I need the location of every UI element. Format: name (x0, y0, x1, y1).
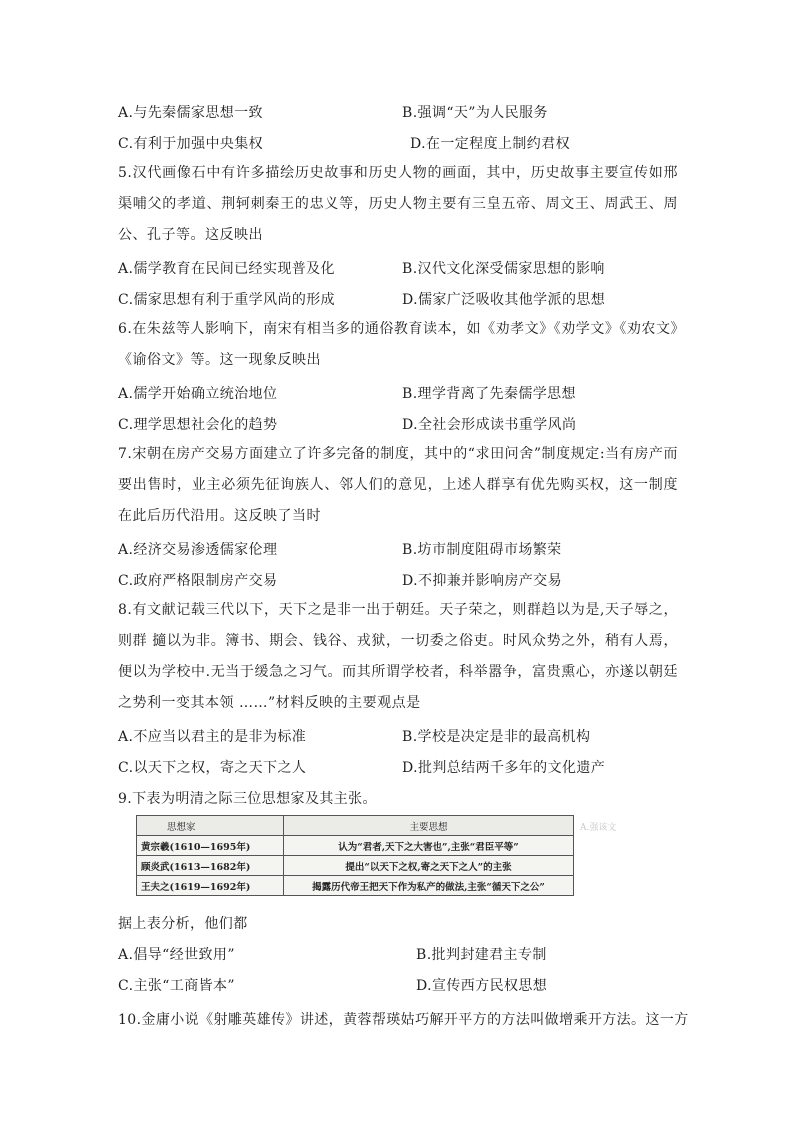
thinkers-table (136, 815, 574, 896)
table-row (137, 876, 574, 896)
q5-option-b[interactable]: B.汉代文化深受儒家思想的影响 (402, 261, 605, 277)
q8-option-a[interactable]: A.不应当以君主的是非为标准 (118, 729, 307, 745)
q4-option-d[interactable]: D.在一定程度上制约君权 (410, 136, 570, 152)
q8-option-d[interactable]: D.批判总结两千多年的文化遗产 (402, 760, 606, 776)
table-row (137, 836, 574, 856)
q7-option-d[interactable]: D.不抑兼并影响房产交易 (402, 573, 562, 589)
q6-option-a[interactable]: A.儒学开始确立统治地位 (118, 386, 278, 402)
q7-option-c[interactable]: C.政府严格限制房产交易 (118, 573, 278, 589)
q4-option-c[interactable]: C.有利于加强中央集权 (118, 136, 264, 152)
q5-stem: 5.汉代画像石中有许多描绘历史故事和历史人物的画面，其中，历史故事主要宣传如邢渠哺父的孝道、荆轲刺秦王的忠义等，历史人物主要有三皇五帝、周文王、周武王、周公、孔子等。这反映出 (118, 165, 678, 243)
q4-option-b[interactable]: B.强调“天”为人民服务 (402, 105, 548, 121)
thinker-idea: 认为“君者,天下之大害也”,主张“君臣平等” (284, 836, 574, 856)
q7-stem: 7.宋朝在房产交易方面建立了许多完备的制度，其中的“求田问舍”制度规定:当有房产而要出售时，业主必须先征询族人、邻人们的意见，上述人群享有优先购买权，这一制度在此后历代沿用。这反映了当时 (118, 446, 678, 524)
q6-option-d[interactable]: D.全社会形成读书重学风尚 (402, 417, 577, 433)
q8-option-b[interactable]: B.学校是决定是非的最高机构 (402, 729, 591, 745)
q5-option-a[interactable]: A.儒学教育在民间已经实现普及化 (118, 261, 335, 277)
q6-stem: 6.在朱兹等人影响下，南宋有相当多的通俗教育读本，如《劝孝文》《劝学文》《劝农文》《谕俗文》等。这一现象反映出 (118, 321, 678, 368)
thinker-name: 黄宗羲(1610—1695年) (137, 836, 284, 856)
thinker-name: 王夫之(1619—1692年) (137, 876, 284, 896)
q8-stem: 8.有文献记载三代以下，天下之是非一出于朝廷。天子荣之，则群趋以为是,天子辱之，则群 擿以为非。簿书、期会、钱谷、戎狱，一切委之俗吏。时风众势之外，稍有人焉，便以为学校中.无当于缓急之习气。而其所谓学校者，科举嚣争，富贵熏心，亦遂以朝廷之势利一变其本领 ……”材料反映的主要观点是 (118, 602, 678, 711)
thinker-idea: 揭露历代帝王把天下作为私产的做法,主张“循天下之公” (284, 876, 574, 896)
q9-stem: 9.下表为明清之际三位思想家及其主张。 (118, 791, 377, 807)
table-header-row (137, 816, 574, 836)
q5-option-c[interactable]: C.儒家思想有利于重学风尚的形成 (118, 292, 336, 308)
q6-option-c[interactable]: C.理学思想社会化的趋势 (118, 417, 278, 433)
table-header-cell: 思想家 (137, 816, 284, 836)
q7-option-a[interactable]: A.经济交易渗透儒家伦理 (118, 542, 278, 558)
q9-follow-text: 据上表分析，他们都 (118, 916, 248, 932)
q10-stem: 10.金庸小说《射雕英雄传》讲述，黄蓉帮瑛姑巧解开平方的方法叫做增乘开方法。这一方 (118, 1012, 689, 1028)
q7-option-b[interactable]: B.坊市制度阻碍市场繁荣 (402, 542, 562, 558)
thinker-idea: 提出“以天下之权,寄之天下之人”的主张 (284, 856, 574, 876)
thinker-name: 顾炎武(1613—1682年) (137, 856, 284, 876)
q9-option-a[interactable]: A.倡导“经世致用” (118, 947, 235, 963)
q8-option-c[interactable]: C.以天下之权，寄之天下之人 (118, 760, 307, 776)
table-margin-note: A.强该文 (580, 823, 617, 833)
q9-option-b[interactable]: B.批判封建君主专制 (416, 947, 547, 963)
q4-option-a[interactable]: A.与先秦儒家思想一致 (118, 105, 263, 121)
q9-option-c[interactable]: C.主张“工商皆本” (118, 978, 235, 994)
table-row (137, 856, 574, 876)
table-header-cell: 主要思想 (284, 816, 574, 836)
q6-option-b[interactable]: B.理学背离了先秦儒学思想 (402, 386, 576, 402)
q5-option-d[interactable]: D.儒家广泛吸收其他学派的思想 (402, 292, 606, 308)
q9-option-d[interactable]: D.宣传西方民权思想 (416, 978, 548, 994)
